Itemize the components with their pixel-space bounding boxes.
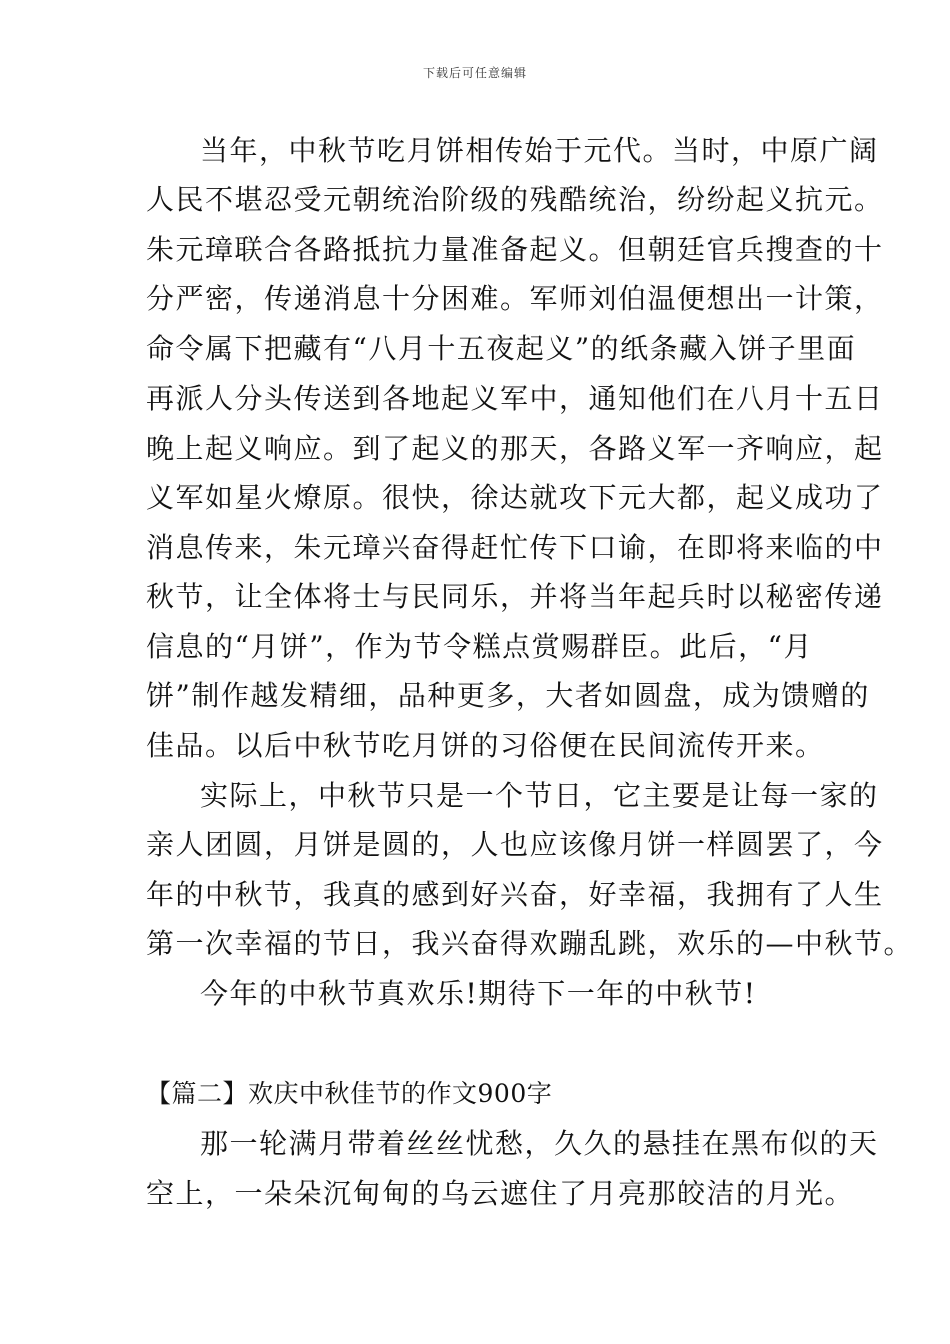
text-line: 义军如星火燎原。很快，徐达就攻下元大都，起义成功了 xyxy=(146,481,884,514)
text-line: 晚上起义响应。到了起义的那天，各路义军一齐响应，起 xyxy=(146,432,884,465)
text-line: 分严密，传递消息十分困难。军师刘伯温便想出一计策， xyxy=(146,282,884,315)
page-header: 下载后可任意编辑 xyxy=(422,66,527,80)
text-line: 佳品。以后中秋节吃月饼的习俗便在民间流传开来。 xyxy=(146,729,825,762)
text-line: 第一次幸福的节日，我兴奋得欢蹦乱跳，欢乐的—中秋节。 xyxy=(146,927,914,960)
text-line: 当年，中秋节吃月饼相传始于元代。当时，中原广阔 xyxy=(200,134,879,167)
text-line: 再派人分头传送到各地起义军中，通知他们在八月十五日 xyxy=(146,382,884,415)
text-line: 空上，一朵朵沉甸甸的乌云遮住了月亮那皎洁的月光。 xyxy=(146,1177,855,1210)
text-line: 朱元璋联合各路抵抗力量准备起义。但朝廷官兵搜查的十 xyxy=(146,233,884,266)
text-line: 人民不堪忍受元朝统治阶级的残酷统治，纷纷起义抗元。 xyxy=(146,183,884,216)
text-line: 实际上，中秋节只是一个节日，它主要是让每一家的 xyxy=(200,779,879,812)
text-line: 消息传来，朱元璋兴奋得赶忙传下口谕，在即将来临的中 xyxy=(146,531,884,564)
text-line: 今年的中秋节真欢乐!期待下一年的中秋节! xyxy=(200,977,757,1010)
text-line: 信息的“月饼”，作为节令糕点赏赐群臣。此后，“月 xyxy=(146,630,813,663)
text-line: 命令属下把藏有“八月十五夜起义”的纸条藏入饼子里面 xyxy=(146,332,857,365)
text-line: 秋节，让全体将士与民同乐，并将当年起兵时以秘密传递 xyxy=(146,580,884,613)
text-line: 年的中秋节，我真的感到好兴奋，好幸福，我拥有了人生 xyxy=(146,878,884,911)
text-line: 亲人团圆，月饼是圆的，人也应该像月饼一样圆罢了，今 xyxy=(146,828,884,861)
section-heading: 【篇二】欢庆中秋佳节的作文900字 xyxy=(146,1079,553,1108)
text-line: 饼”制作越发精细，品种更多，大者如圆盘，成为馈赠的 xyxy=(146,679,870,712)
text-line: 那一轮满月带着丝丝忧愁，久久的悬挂在黑布似的天 xyxy=(200,1127,879,1160)
